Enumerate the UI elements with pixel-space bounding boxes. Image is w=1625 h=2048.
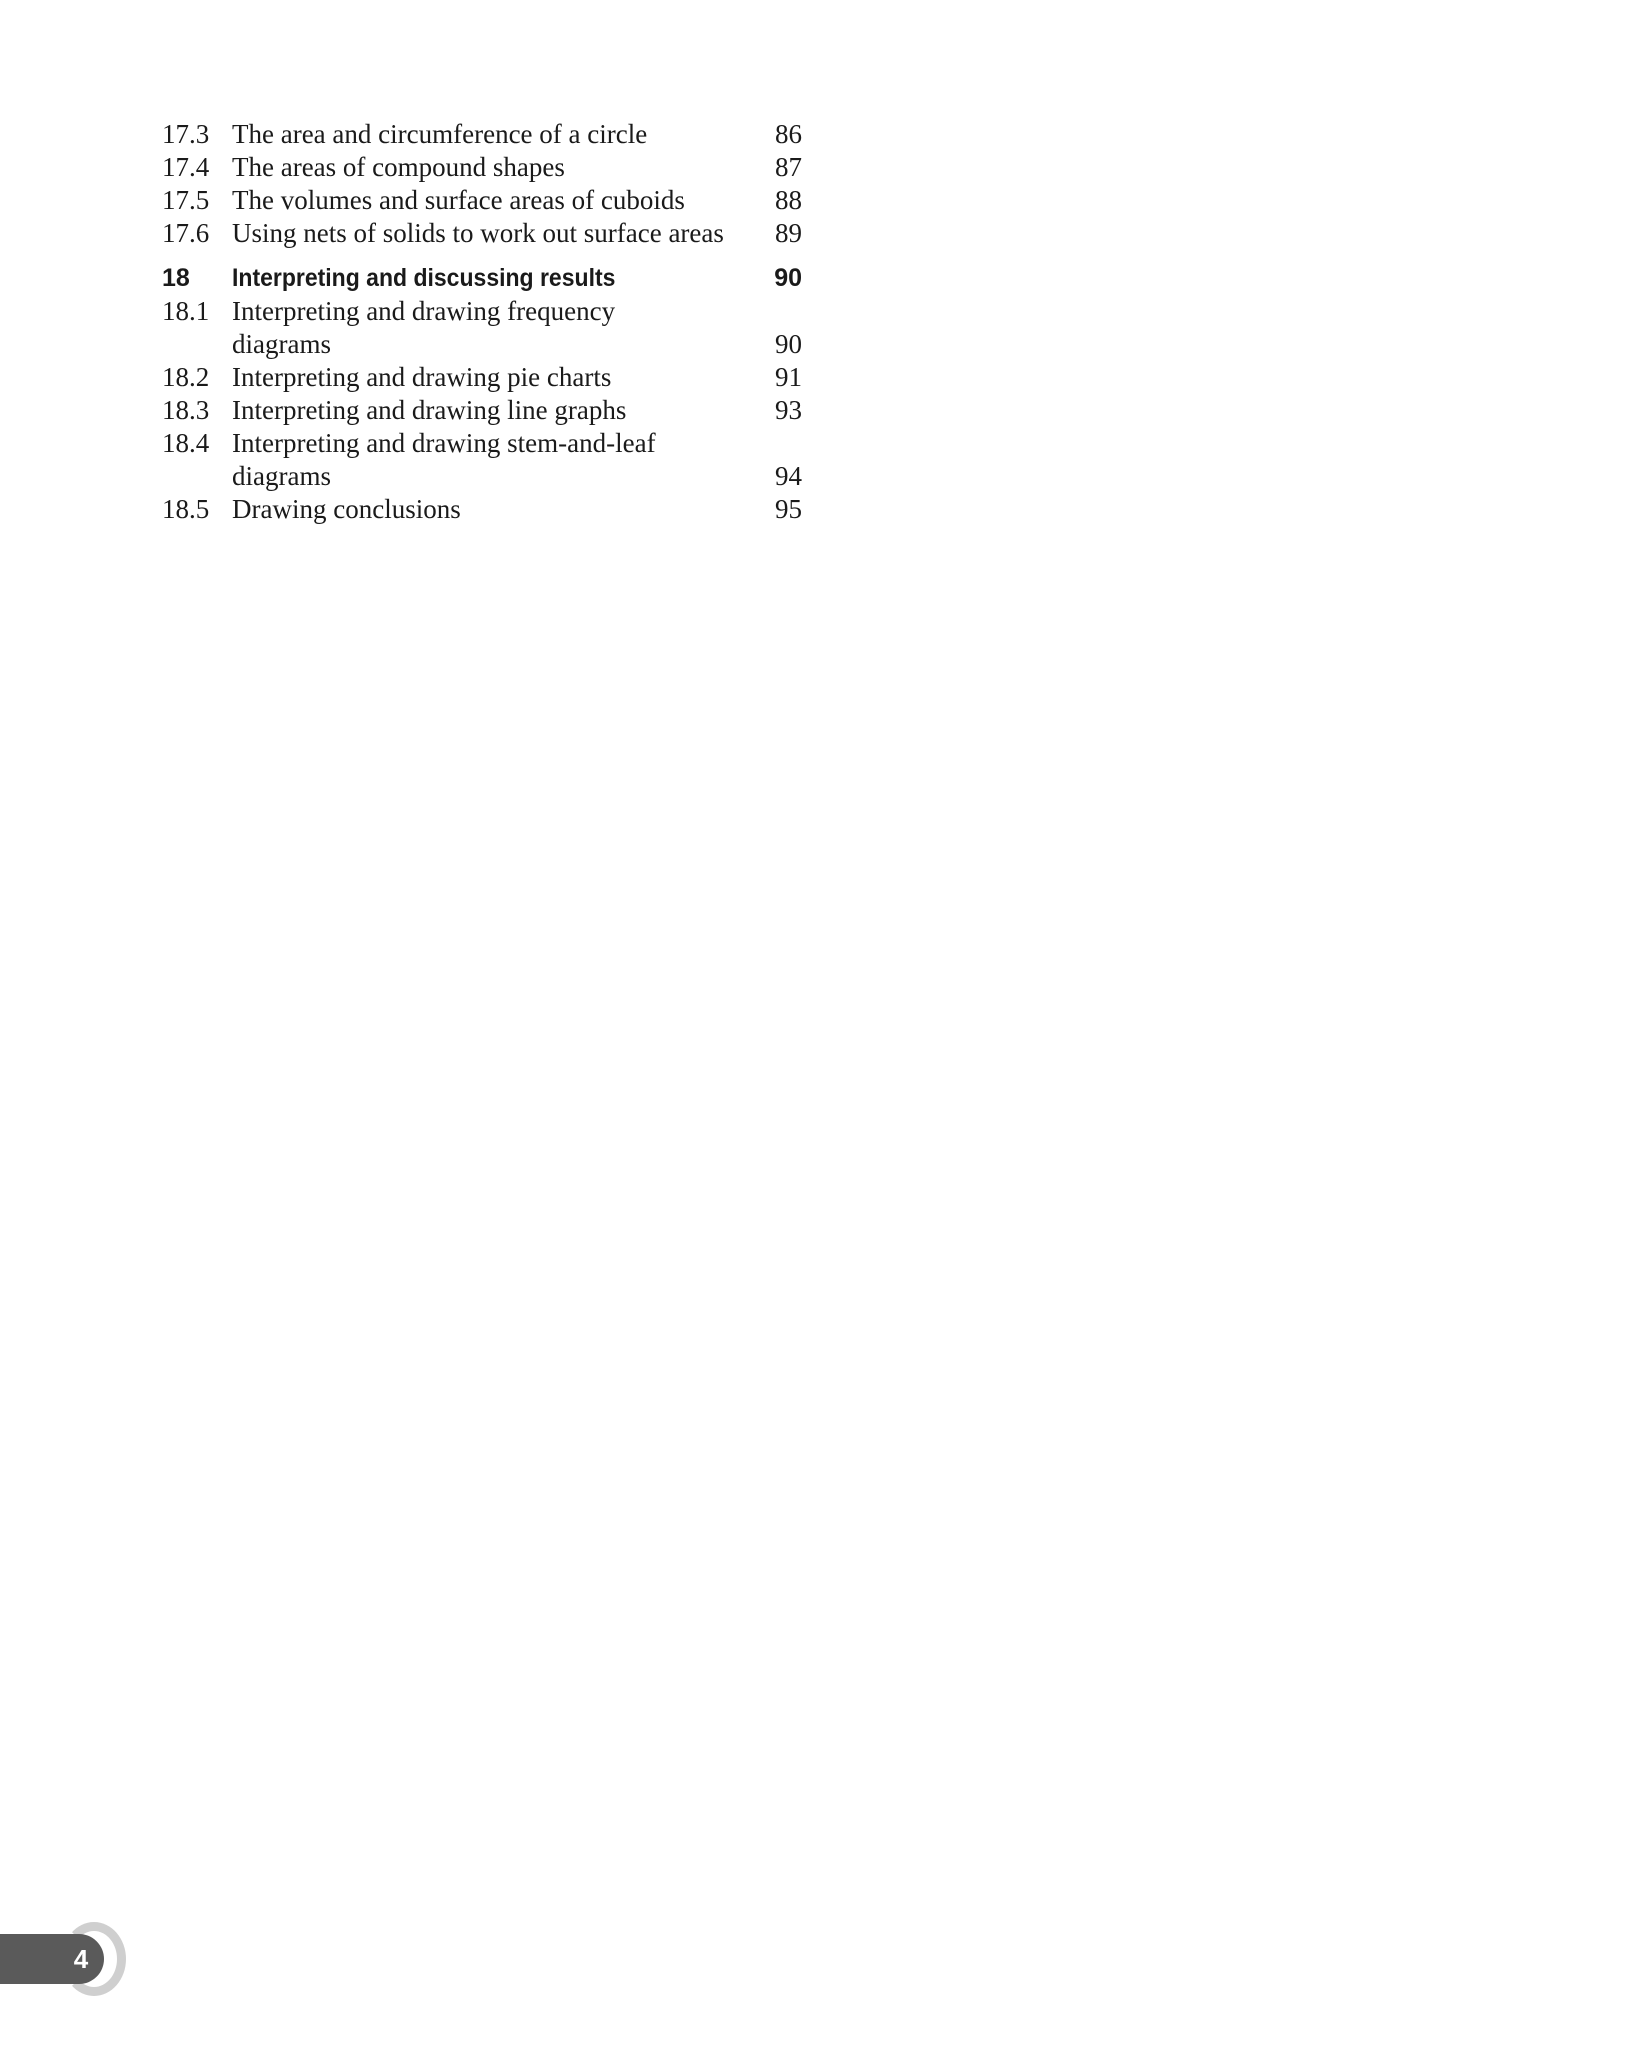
toc-entry-title: The area and circumference of a circle <box>232 119 648 149</box>
toc-entry-17-3[interactable] <box>162 118 802 151</box>
toc-entry-number: 18.2 <box>162 362 210 392</box>
toc-entry-page: 89 <box>775 218 802 248</box>
toc-entry-18-5[interactable] <box>162 493 802 526</box>
toc-entry-title: The volumes and surface areas of cuboids <box>232 185 685 215</box>
toc-entry-title: Interpreting and drawing stem-and-leaf <box>232 428 656 458</box>
toc-entry-page: 86 <box>775 119 802 149</box>
toc-entry-number: 17.6 <box>162 218 210 248</box>
toc-entry-title: Drawing conclusions <box>232 494 461 524</box>
toc-entry-number: 18.4 <box>162 428 210 458</box>
toc-entry-page: 87 <box>775 152 802 182</box>
toc-chapter-18[interactable] <box>162 261 802 295</box>
toc-entry-title-continued: diagrams <box>232 329 331 359</box>
toc-entry-number: 17.5 <box>162 185 210 215</box>
toc-entry-number: 18.5 <box>162 494 210 524</box>
toc-entry-title: Interpreting and drawing line graphs <box>232 395 627 425</box>
toc-entry-page: 93 <box>775 395 802 425</box>
toc-entry-page: 91 <box>775 362 802 392</box>
table-of-contents <box>162 118 802 526</box>
toc-entry-title: Interpreting and drawing pie charts <box>232 362 612 392</box>
toc-entry-title: The areas of compound shapes <box>232 152 565 182</box>
toc-entry-17-4[interactable] <box>162 151 802 184</box>
page-number-badge <box>0 1922 130 2002</box>
chapter-number: 18 <box>162 264 190 292</box>
toc-entry-18-4[interactable] <box>162 427 802 460</box>
toc-entry-18-2[interactable] <box>162 361 802 394</box>
toc-entry-18-1-continued[interactable] <box>162 328 802 361</box>
toc-entry-17-6[interactable] <box>162 217 802 250</box>
toc-entry-number: 18.1 <box>162 296 210 326</box>
toc-entry-number: 17.3 <box>162 119 210 149</box>
toc-entry-number: 18.3 <box>162 395 210 425</box>
toc-entry-page: 88 <box>775 185 802 215</box>
toc-entry-title: Interpreting and drawing frequency <box>232 296 616 326</box>
chapter-title: Interpreting and discussing results <box>232 264 616 292</box>
toc-entry-18-4-continued[interactable] <box>162 460 802 493</box>
chapter-page: 90 <box>774 264 802 292</box>
toc-entry-page: 95 <box>775 494 802 524</box>
toc-entry-page: 90 <box>775 329 802 359</box>
toc-entry-18-3[interactable] <box>162 394 802 427</box>
toc-entry-number: 17.4 <box>162 152 210 182</box>
toc-entry-page: 94 <box>775 461 802 491</box>
toc-entry-17-5[interactable] <box>162 184 802 217</box>
page-number: 4 <box>73 1944 89 1974</box>
toc-entry-title-continued: diagrams <box>232 461 331 491</box>
toc-entry-title: Using nets of solids to work out surface areas <box>232 218 724 248</box>
toc-entry-18-1[interactable] <box>162 295 802 328</box>
